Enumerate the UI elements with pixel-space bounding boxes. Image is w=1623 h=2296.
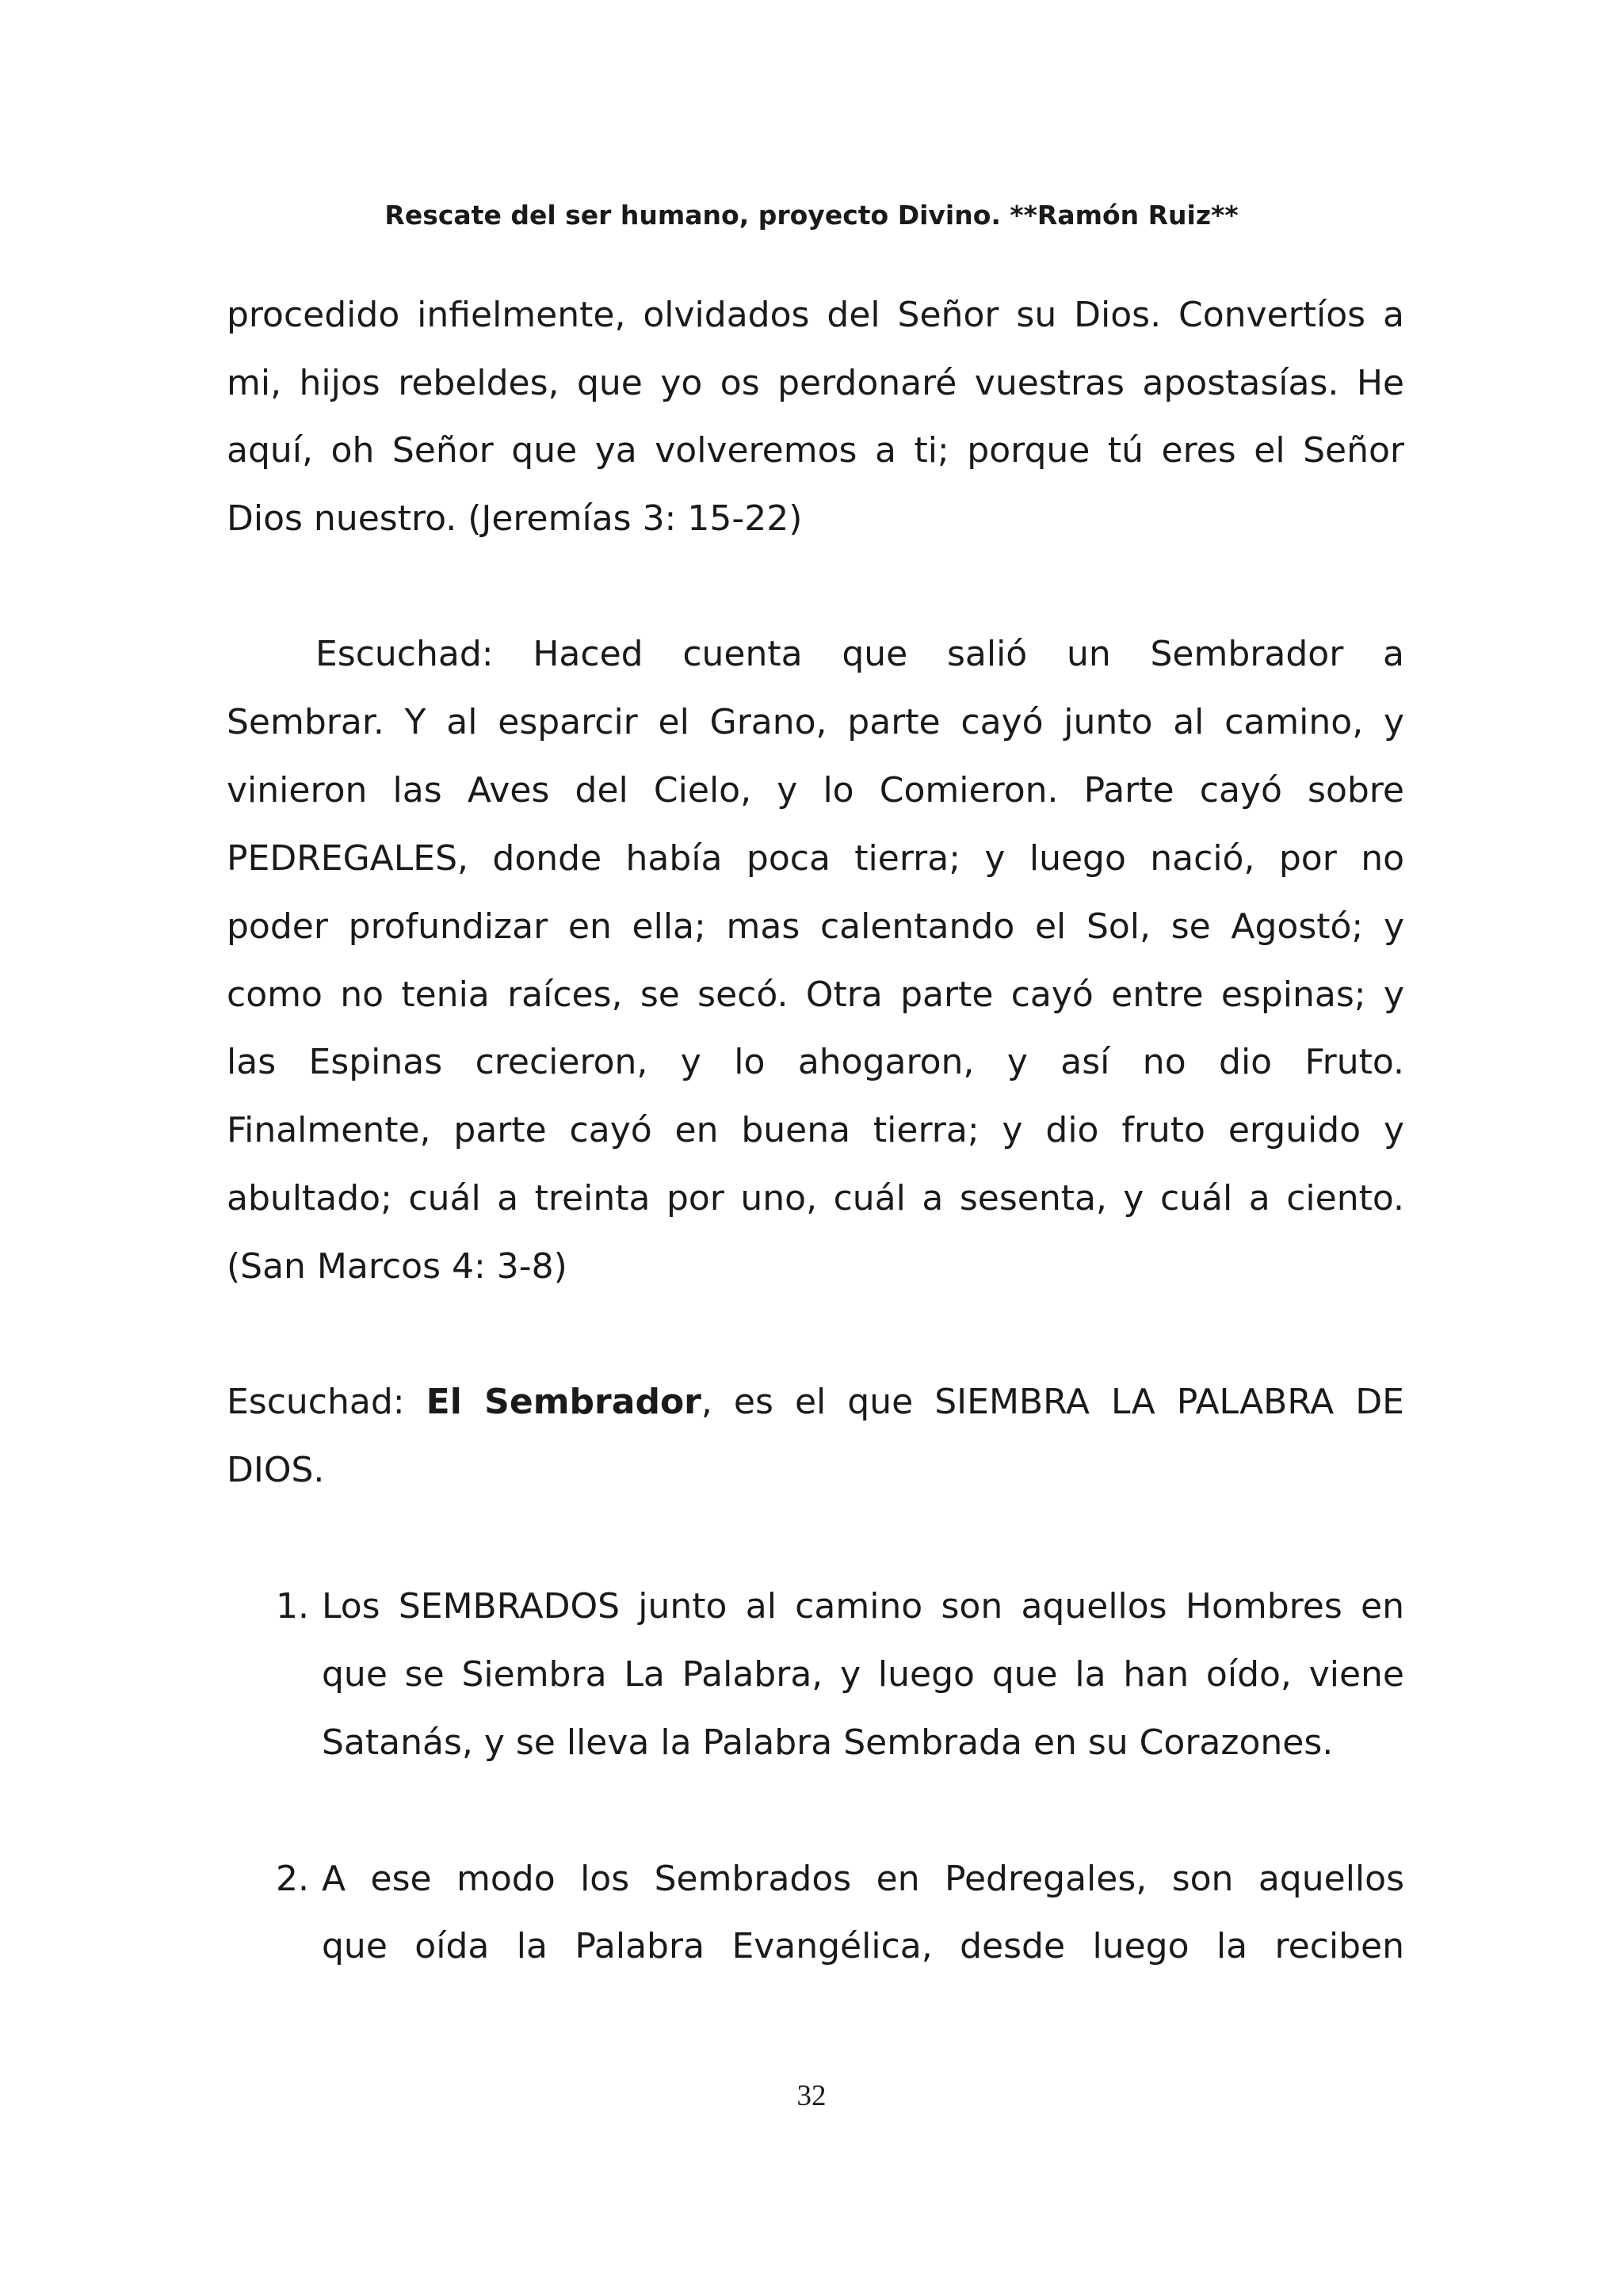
- paragraph-2-line: como no tenia raíces, se secó. Otra parte cayó entre espinas; y: [227, 974, 1404, 1015]
- paragraph-2-line: las Espinas crecieron, y lo ahogaron, y así no dio Fruto.: [227, 1042, 1404, 1082]
- paragraph-2-line: Escuchad: Haced cuenta que salió un Sembrador a: [315, 634, 1404, 674]
- list-item-line: A ese modo los Sembrados en Pedregales, son aquellos: [322, 1859, 1404, 1899]
- list-item-number: 2.: [276, 1859, 309, 1899]
- paragraph-2-line: Sembrar. Y al esparcir el Grano, parte cayó junto al camino, y: [227, 702, 1404, 742]
- list-item-line: que oída la Palabra Evangélica, desde luego la reciben: [322, 1926, 1404, 1966]
- paragraph-2-line: poder profundizar en ella; mas calentando el Sol, se Agostó; y: [227, 906, 1404, 947]
- paragraph-2-line: Finalmente, parte cayó en buena tierra; y dio fruto erguido y: [227, 1110, 1404, 1150]
- paragraph-3-bold: El Sembrador: [426, 1382, 701, 1422]
- list-item-line: Satanás, y se lleva la Palabra Sembrada en su Corazones.: [322, 1722, 1334, 1763]
- paragraph-1-line: aquí, oh Señor que ya volveremos a ti; porque tú eres el Señor: [227, 430, 1404, 471]
- list-item-number: 1.: [276, 1586, 309, 1627]
- paragraph-2-line: PEDREGALES, donde había poca tierra; y luego nació, por no: [227, 838, 1404, 879]
- paragraph-1-line: mi, hijos rebeldes, que yo os perdonaré vuestras apostasías. He: [227, 363, 1404, 403]
- paragraph-3-suffix: , es el que SIEMBRA LA PALABRA DE: [701, 1382, 1404, 1422]
- paragraph-2-line: abultado; cuál a treinta por uno, cuál a sesenta, y cuál a ciento.: [227, 1178, 1404, 1219]
- paragraph-3-prefix: Escuchad:: [227, 1382, 426, 1422]
- paragraph-3-line: [227, 1379, 1404, 1426]
- running-header: Rescate del ser humano, proyecto Divino. **Ramón Ruiz**: [384, 200, 1239, 231]
- paragraph-2-line: vinieron las Aves del Cielo, y lo Comieron. Parte cayó sobre: [227, 770, 1404, 810]
- paragraph-1-line: Dios nuestro. (Jeremías 3: 15-22): [227, 498, 803, 539]
- paragraph-1-line: procedido infielmente, olvidados del Señor su Dios. Convertíos a: [227, 295, 1404, 335]
- paragraph-2-line: (San Marcos 4: 3-8): [227, 1246, 567, 1287]
- list-item-line: que se Siembra La Palabra, y luego que la han oído, viene: [322, 1654, 1404, 1695]
- paragraph-3-line: DIOS.: [227, 1450, 325, 1490]
- list-item-line: Los SEMBRADOS junto al camino son aquellos Hombres en: [322, 1586, 1404, 1627]
- page-number: 32: [796, 2080, 827, 2112]
